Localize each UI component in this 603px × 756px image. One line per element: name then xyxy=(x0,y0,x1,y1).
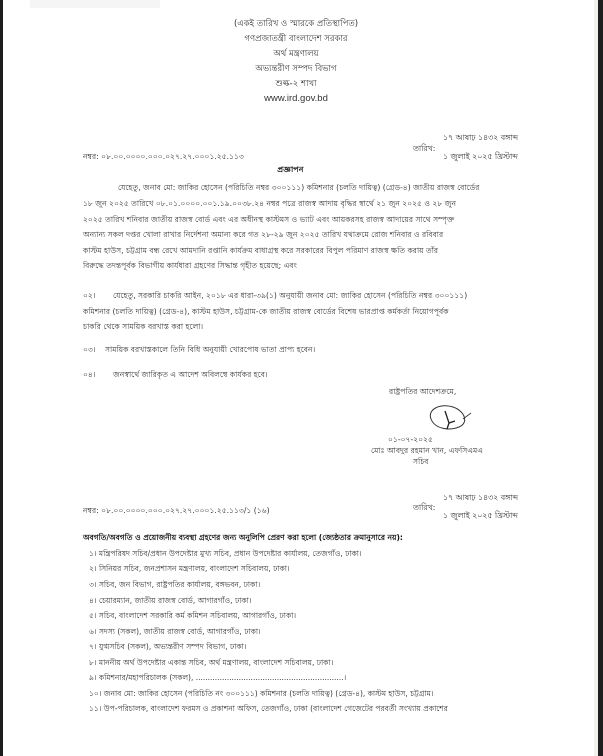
p2-line: চাকরি থেকে সাময়িক বরখাস্ত করা হলো। xyxy=(83,322,204,331)
p1-line: বিরুদ্ধে তদন্তপূর্বক বিভাগীয় কার্যধারা গ্রহণের সিদ্ধান্ত গৃহীত হয়েছে; এবং xyxy=(83,261,297,270)
government-name: গণপ্রজাতন্ত্রী বাংলাদেশ সরকার xyxy=(244,34,348,44)
signatory-name: মোঃ আবদুর রহমান খান, এফসিএমএ xyxy=(371,446,483,455)
p4-text: জনস্বার্থে জারিকৃত এ আদেশ অবিলম্বে কার্যকর হবে। xyxy=(113,370,268,379)
memo-number: নম্বর: ০৮.০০.০০০০.০০০.০২৭.২৭.০০০১.২৫.১১৩ xyxy=(83,152,244,161)
division-name: অভ্যন্তরীণ সম্পদ বিভাগ xyxy=(255,64,337,74)
distribution-item: ১১। উপ-পরিচালক, বাংলাদেশ ফরমস ও প্রকাশনা অফিস, তেজগাঁও, ঢাকা (বাংলাদেশ গেজেটের পরবর্তী সংখ্যায় প্রকাশের xyxy=(89,704,448,713)
p1-line: ১৮ জুন ২০২৫ তারিখে ০৮.০১.০০০০.০০১.১৯.০০৩৮.২৪ নম্বর পত্রে রাজস্ব আদায় বৃদ্ধির স্বার্থে ২১ জুন ২০২৫ ও ২৮ জুন xyxy=(83,199,456,208)
p1-line: অন্যান্য সকল দপ্তর খোলা রাখার নির্দেশনা অমান্য করে গত ২৮-২৯ জুন ২০২৫ তারিখ যথাক্রমে রোজ শনিবার ও রবিবার xyxy=(83,230,444,239)
distribution-item: ১। মন্ত্রিপরিষদ সচিব/প্রধান উপদেষ্টার মুখ্য সচিব, প্রধান উপদেষ্টার কার্যালয়, তেজগাঁও, ঢাকা। xyxy=(89,549,362,558)
p1-line: কাস্টম হাউস, চট্টগ্রাম বন্ধ রেখে আমদানি রপ্তানি কার্যক্রম বাধাগ্রস্থ করে সরকারের বিপুল পরিমাণ রাজস্ব ক্ষতি করায় তাঁর xyxy=(83,246,439,255)
p1-line: যেহেতু, জনাব মো: জাকির হোসেন (পরিচিতি নম্বর ৩০০১১১) কমিশনার (চলতি দায়িত্ব) (গ্রেড-৪) জাতীয় রাজস্ব বোর্ডের xyxy=(118,183,480,192)
signatory-designation: সচিব xyxy=(413,457,429,466)
replacement-note: (একই তারিখ ও স্মারকে প্রতিস্থাপিত) xyxy=(233,19,359,29)
p4-number: ০৪। xyxy=(83,370,96,379)
signature-date: ০১-০৭-২০২৫ xyxy=(388,435,433,444)
distribution-item: ৬। সদস্য (সকল), জাতীয় রাজস্ব বোর্ড, আগারগাঁও, ঢাকা। xyxy=(89,627,261,636)
p2-line: যেহেতু, সরকারি চাকরি আইন, ২০১৮ এর ধারা-৩৯(১) অনুযায়ী জনাব মো: জাকির হোসেন (পরিচিতি নম্বর ৩০০১১১) xyxy=(113,291,468,300)
right-edge-border xyxy=(598,0,603,756)
handwritten-signature xyxy=(421,401,481,433)
date-english: ১ জুলাই ২০২৫ খ্রিস্টাব্দ xyxy=(443,152,518,161)
notification-title: প্রজ্ঞাপন xyxy=(277,164,304,174)
distribution-item: ৯। কমিশনার/মহাপরিচালক (সকল), ..............................................................। xyxy=(89,673,347,682)
document-page xyxy=(3,0,589,756)
distribution-item: ৪। চেয়ারম্যান, জাতীয় রাজস্ব বোর্ড, আগারগাঁও, ঢাকা। xyxy=(89,596,252,605)
p3-text: সাময়িক বরখাস্তকালে তিনি বিধি অনুযায়ী খোরপোষ ভাতা প্রাপ্য হবেন। xyxy=(105,345,316,354)
by-order-of-president: রাষ্ট্রপতির আদেশক্রমে, xyxy=(389,387,457,396)
date-bangla-copy: ১৭ আষাঢ় ১৪৩২ বঙ্গাব্দ xyxy=(443,493,518,502)
distribution-item: ১০। জনাব মো: জাকির হোসেন (পরিচিতি নং ৩০০১১১) কমিশনার (চলতি দায়িত্ব) (গ্রেড-৪), কাস্টম হাউস, চট্টগ্রাম। xyxy=(89,689,434,698)
distribution-item: ৫। সচিব, বাংলাদেশ সরকারি কর্ম কমিশন সচিবালয়, আগারগাঁও, ঢাকা। xyxy=(89,611,297,620)
p1-line: ২০২৫ তারিখ শনিবার জাতীয় রাজস্ব বোর্ড এবং এর অধীনস্থ কাস্টমস ও ভ্যাট এবং আয়করসহ রাজস্ব আদায়ের সাথে সম্পৃক্ত xyxy=(83,215,455,224)
p2-number: ০২। xyxy=(83,291,96,300)
distribution-item: ৩। সচিব, জন বিভাগ, রাষ্ট্রপতির কার্যালয়, বঙ্গভবন, ঢাকা। xyxy=(89,580,261,589)
p2-line: কমিশনার (চলতি দায়িত্ব) (গ্রেড-৪), কাস্টম হাউস, চট্টগ্রাম-কে জাতীয় রাজস্ব বোর্ডের বিশেষ ভারপ্রাপ্ত কর্মকর্তা নিয়োগপূর্বক xyxy=(83,307,449,316)
distribution-heading: অবগতি/অবগতি ও প্রয়োজনীয় ব্যবস্থা গ্রহণের জন্য অনুলিপি প্রেরণ করা হলো (জ্যেষ্ঠতার ক্রমানুসারে নয়): xyxy=(83,533,403,542)
date-label-copy: তারিখ: xyxy=(413,503,436,512)
website-link[interactable]: www.ird.gov.bd xyxy=(264,93,328,104)
date-label: তারিখ: xyxy=(413,144,436,153)
distribution-item: ২। সিনিয়র সচিব, জনপ্রশাসন মন্ত্রণালয়, বাংলাদেশ সচিবালয়, ঢাকা। xyxy=(89,564,290,573)
section-name: শুল্ক-২ শাখা xyxy=(275,79,317,89)
ministry-name: অর্থ মন্ত্রণালয় xyxy=(273,49,319,59)
memo-number-copy: নম্বর: ০৮.০০.০০০০.০০০.০২৭.২৭.০০০১.২৫.১১৩/১ (১৬) xyxy=(83,506,270,515)
date-english-copy: ১ জুলাই ২০২৫ খ্রিস্টাব্দ xyxy=(443,511,518,520)
distribution-item: ৮। মাননীয় অর্থ উপদেষ্টার একান্ত সচিব, অর্থ মন্ত্রণালয়, বাংলাদেশ সচিবালয়, ঢাকা। xyxy=(89,658,334,667)
distribution-item: ৭। যুগ্মসচিব (সকল), অভ্যন্তরীণ সম্পদ বিভাগ, ঢাকা। xyxy=(89,642,247,651)
date-bangla: ১৭ আষাঢ় ১৪৩২ বঙ্গাব্দ xyxy=(443,133,518,142)
p3-number: ০৩। xyxy=(83,345,96,354)
